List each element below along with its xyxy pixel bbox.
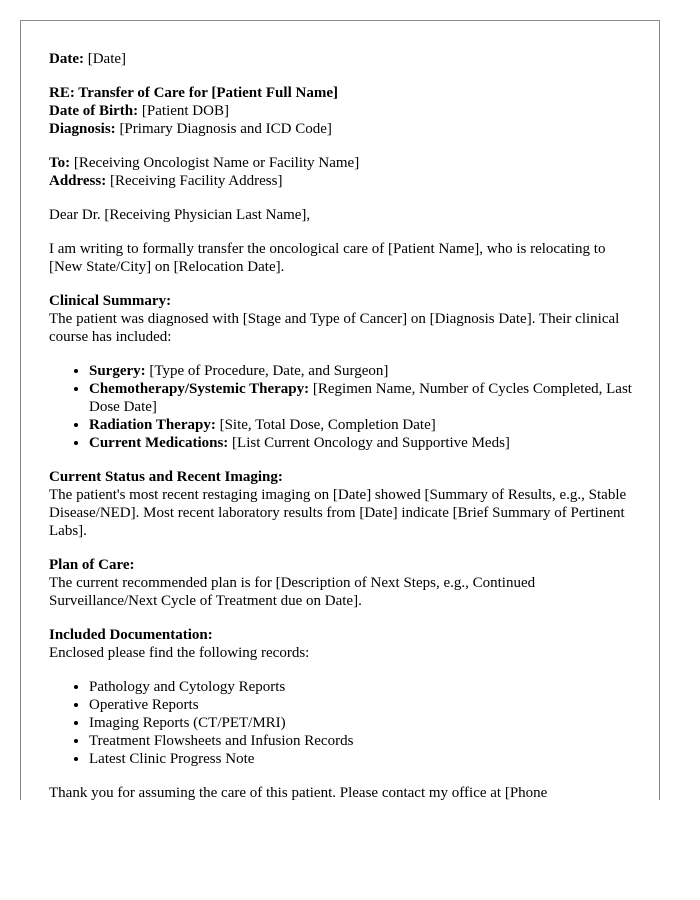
- surgery-value: [Type of Procedure, Date, and Surgeon]: [145, 363, 389, 379]
- intro-paragraph: I am writing to formally transfer the oncological care of [Patient Name], who is relocating to [New State/City] on [Relocation Date].: [49, 241, 606, 275]
- surgery-label: Surgery:: [89, 363, 146, 379]
- medications-label: Current Medications:: [89, 435, 229, 451]
- chemotherapy-label: Chemotherapy/Systemic Therapy:: [89, 381, 310, 397]
- chemotherapy-value: [Regimen Name, Number of Cycles Completed, Last Dose Date]: [89, 381, 632, 415]
- list-item: [89, 416, 639, 434]
- dob-line: [49, 102, 639, 120]
- list-item: • Pathology and Cytology Reports: [89, 678, 639, 696]
- radiation-label: Radiation Therapy:: [89, 417, 216, 433]
- to-value: [Receiving Oncologist Name or Facility Name]: [70, 155, 360, 171]
- plan-of-care-text: The current recommended plan is for [Description of Next Steps, e.g., Continued Surveillance/Next Cycle of Treatment due on Date].: [49, 575, 536, 609]
- address-value: [Receiving Facility Address]: [106, 173, 283, 189]
- date-label: Date:: [49, 51, 84, 67]
- plan-of-care-heading: Plan of Care:: [49, 557, 135, 573]
- list-item: • Imaging Reports (CT/PET/MRI): [89, 714, 639, 732]
- dob-value: [Patient DOB]: [138, 103, 229, 119]
- list-item: • Latest Clinic Progress Note: [89, 750, 639, 768]
- to-label: To:: [49, 155, 71, 171]
- radiation-value: [Site, Total Dose, Completion Date]: [215, 417, 436, 433]
- subject-line: [49, 84, 639, 102]
- salutation: Dear Dr. [Receiving Physician Last Name],: [49, 207, 311, 223]
- clinical-course-list: [49, 362, 639, 452]
- documentation-list: [49, 678, 639, 768]
- current-status-heading: Current Status and Recent Imaging:: [49, 469, 283, 485]
- diagnosis-line: [49, 120, 639, 138]
- subject-text: RE: Transfer of Care for [Patient Full Name]: [49, 85, 338, 101]
- diagnosis-label: Diagnosis:: [49, 121, 116, 137]
- to-line: [49, 154, 639, 172]
- current-status-text: The patient's most recent restaging imaging on [Date] showed [Summary of Results, e.g., Stable Disease/NED]. Most recent laboratory results from [Date] indicate [Brief Summary of Pertinent Labs].: [49, 487, 627, 539]
- documentation-section: [49, 626, 639, 662]
- date-line: [49, 50, 639, 68]
- address-label: Address:: [49, 173, 107, 189]
- list-item: • Operative Reports: [89, 696, 639, 714]
- date-value: [Date]: [83, 51, 127, 67]
- diagnosis-value: [Primary Diagnosis and ICD Code]: [115, 121, 332, 137]
- recipient-block: [49, 154, 639, 190]
- patient-info-block: [49, 84, 639, 138]
- dob-label: Date of Birth:: [49, 103, 139, 119]
- documentation-text: Enclosed please find the following records:: [49, 645, 310, 661]
- clinical-summary-text: The patient was diagnosed with [Stage and Type of Cancer] on [Diagnosis Date]. Their clinical course has included:: [49, 311, 620, 345]
- list-item: [89, 434, 639, 452]
- clinical-summary-section: [49, 292, 639, 346]
- documentation-heading: Included Documentation:: [49, 627, 213, 643]
- list-item: [89, 362, 639, 380]
- plan-of-care-section: [49, 556, 639, 610]
- current-status-section: [49, 468, 639, 540]
- letter-frame: [20, 20, 660, 800]
- list-item: [89, 380, 639, 416]
- list-item: • Treatment Flowsheets and Infusion Records: [89, 732, 639, 750]
- medications-value: [List Current Oncology and Supportive Meds]: [228, 435, 510, 451]
- letter-body: [49, 50, 639, 800]
- address-line: [49, 172, 639, 190]
- closing-paragraph: Thank you for assuming the care of this patient. Please contact my office at [Phone: [49, 785, 548, 800]
- clinical-summary-heading: Clinical Summary:: [49, 293, 172, 309]
